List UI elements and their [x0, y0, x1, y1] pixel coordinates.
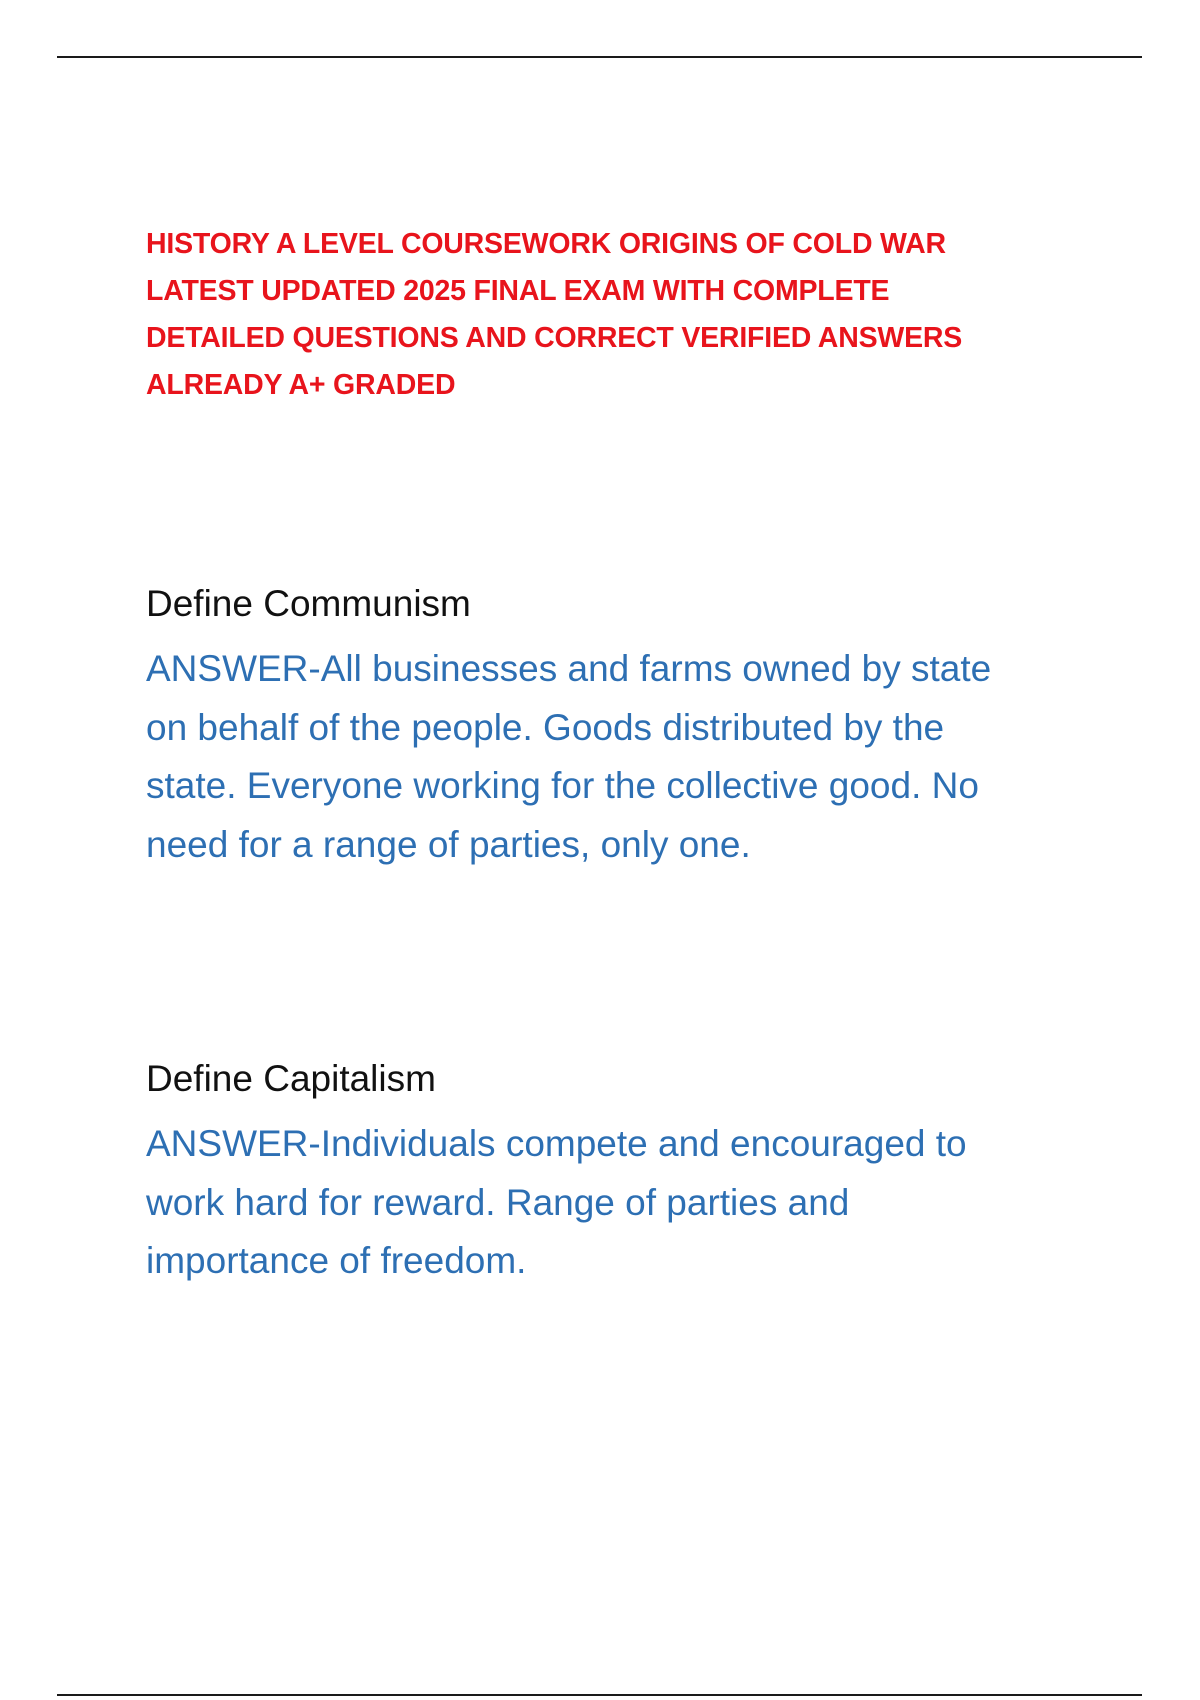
title-line: DETAILED QUESTIONS AND CORRECT VERIFIED ANSWERS — [146, 322, 963, 354]
answer-line: ANSWER-Individuals compete and encouraged to — [146, 1123, 967, 1164]
answer-line: ANSWER-All businesses and farms owned by state — [146, 648, 992, 689]
answer-line: state. Everyone working for the collective good. No — [146, 765, 979, 806]
document-title — [146, 221, 1046, 409]
answer-text — [146, 640, 1106, 874]
qa-item-communism — [146, 578, 1106, 874]
question-text: Define Communism — [146, 583, 471, 624]
qa-item-capitalism — [146, 1053, 1106, 1291]
footer-rule — [57, 1694, 1142, 1696]
answer-line: work hard for reward. Range of parties and — [146, 1181, 850, 1223]
question-text: Define Capitalism — [146, 1058, 436, 1099]
answer-line: importance of freedom. — [146, 1240, 527, 1281]
title-line: HISTORY A LEVEL COURSEWORK ORIGINS OF COLD WAR — [146, 228, 946, 260]
header-rule — [57, 56, 1142, 58]
answer-line: on behalf of the people. Goods distributed by the — [146, 706, 945, 748]
answer-line: need for a range of parties, only one. — [146, 823, 751, 865]
title-line: LATEST UPDATED 2025 FINAL EXAM WITH COMPLETE — [146, 275, 890, 307]
title-line: ALREADY A+ GRADED — [146, 369, 456, 401]
answer-text — [146, 1115, 1106, 1291]
